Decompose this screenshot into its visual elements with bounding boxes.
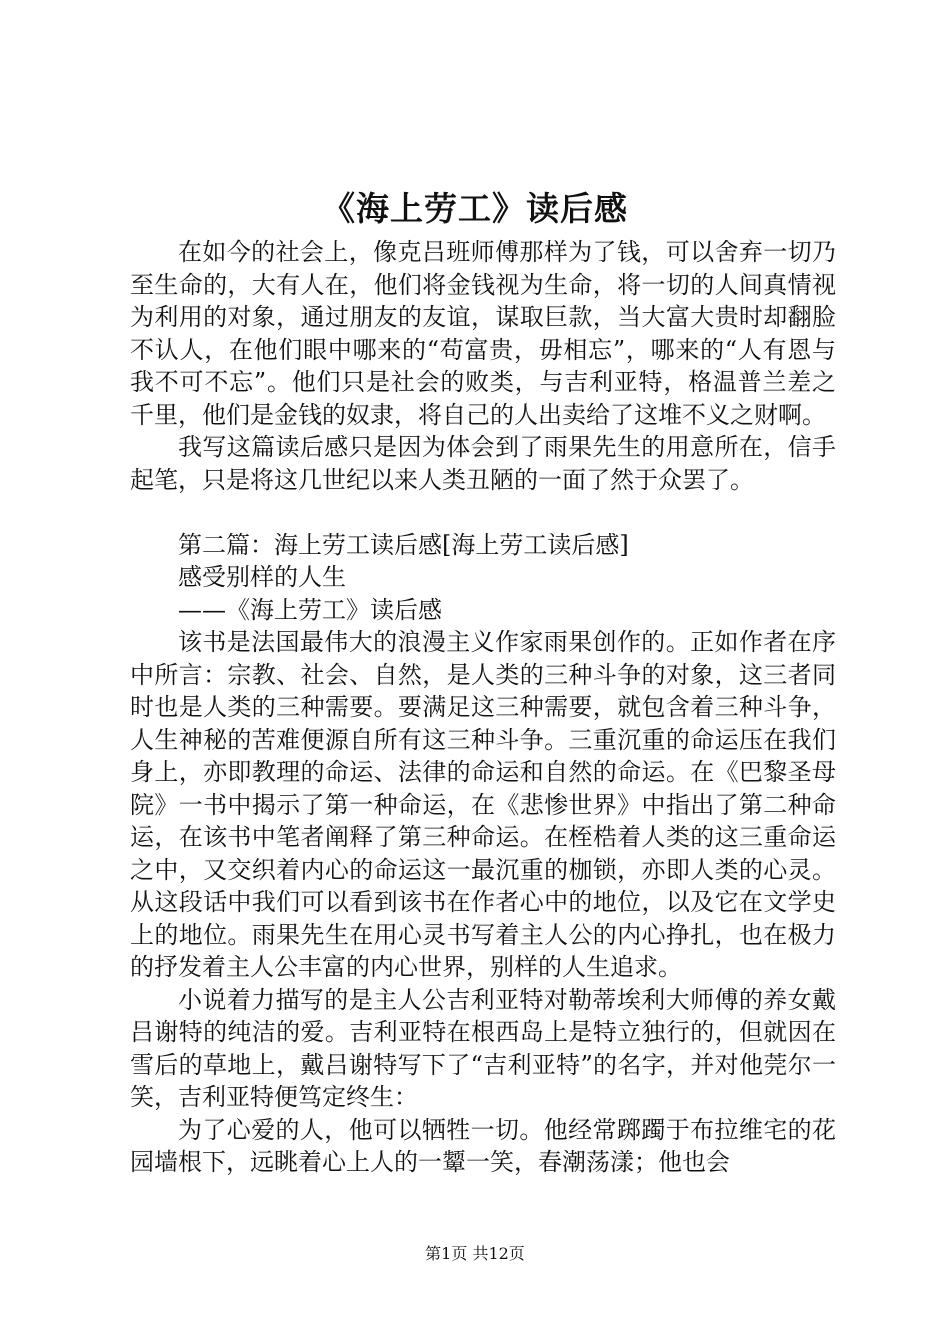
paragraph-4: 小说着力描写的是主人公吉利亚特对勒蒂埃利大师傅的养女戴吕谢特的纯洁的爱。吉利亚特在根西岛上是特立独行的，但就因在雪后的草地上，戴吕谢特写下了“吉利亚特”的名字，并对他莞尔一笑，吉利亚特便笃定终生：: [130, 985, 836, 1111]
document-body: [130, 236, 836, 1179]
document-title: 《海上劳工》读后感: [322, 189, 628, 228]
paragraph-5: 为了心爱的人，他可以牺牲一切。他经常踯躅于布拉维宅的花园墙根下，远眺着心上人的一颦一笑，春潮荡漾；他也会: [130, 1115, 836, 1176]
paragraph-2: 我写这篇读后感只是因为体会到了雨果先生的用意所在，信手起笔，只是将这几世纪以来人类丑陋的一面了然于众罢了。: [130, 433, 836, 494]
section-heading: 第二篇：海上劳工读后感[海上劳工读后感]: [178, 530, 629, 559]
section-subtitle: 感受别样的人生: [178, 563, 346, 591]
paragraph-3: 该书是法国最伟大的浪漫主义作家雨果创作的。正如作者在序中所言：宗教、社会、自然，是人类的三种斗争的对象，这三者同时也是人类的三种需要。要满足这三种需要，就包含着三种斗争，人生神秘的苦难便源自所有这三种斗争。三重沉重的命运压在我们身上，亦即教理的命运、法律的命运和自然的命运。在《巴黎圣母院》一书中揭示了第一种命运，在《悲惨世界》中指出了第二种命运，在该书中笔者阐释了第三种命运。在桎梏着人类的这三重命运之中，又交织着内心的命运这一最沉重的枷锁，亦即人类的心灵。从这段话中我们可以看到该书在作者心中的地位，以及它在文学史上的地位。雨果先生在用心灵书写着主人公的内心挣扎，也在极力的抒发着主人公丰富的内心世界，别样的人生追求。: [130, 628, 836, 981]
page-number: 第1页 共12页: [425, 1244, 525, 1263]
paragraph-1: 在如今的社会上，像克吕班师傅那样为了钱，可以舍弃一切乃至生命的，大有人在，他们将金钱视为生命，将一切的人间真情视为利用的对象，通过朋友的友谊，谋取巨款，当大富大贵时却翻脸不认人，在他们眼中哪来的“苟富贵，毋相忘”，哪来的“人有恩与我不可不忘”。他们只是社会的败类，与吉利亚特，格温普兰差之千里，他们是金钱的奴隶，将自己的人出卖给了这堆不义之财啊。: [130, 238, 836, 429]
section-byline: ——《海上劳工》读后感: [178, 595, 442, 624]
